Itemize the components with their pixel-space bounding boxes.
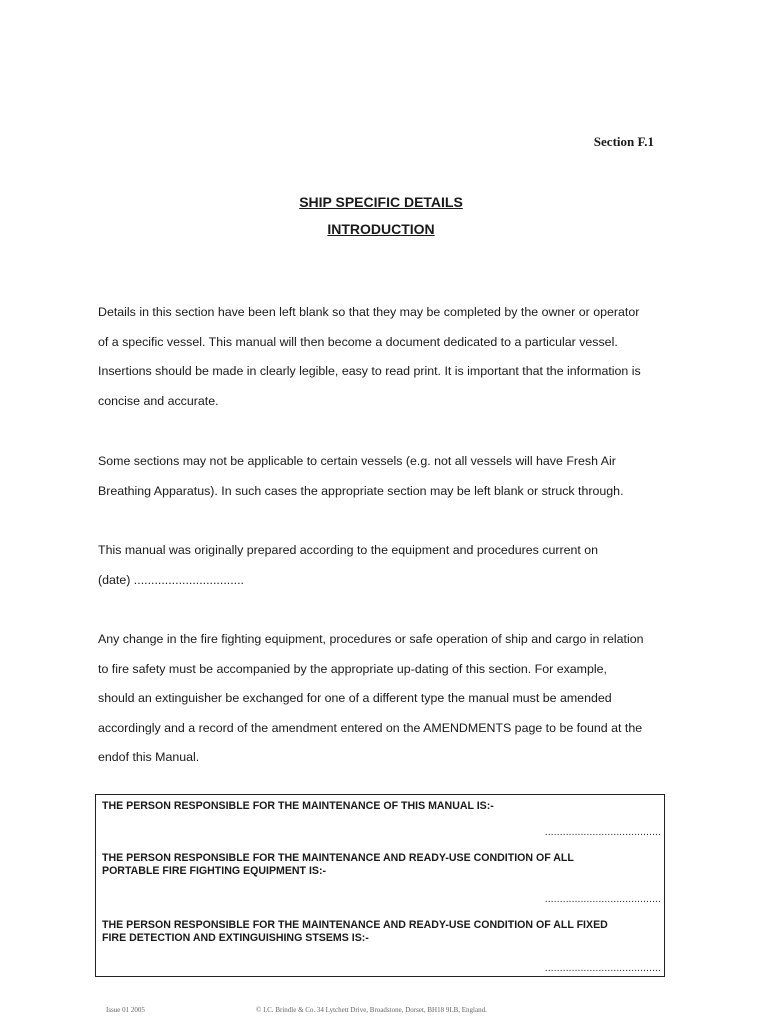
responsible-manual-field[interactable]: ....................................... (544, 827, 661, 838)
paragraph-line: Any change in the fire fighting equipment, procedures or safe operation of ship and cargo in relation (98, 632, 644, 646)
paragraph-line: accordingly and a record of the amendment entered on the AMENDMENTS page to be found at the (98, 720, 643, 735)
paragraph-line: concise and accurate. (98, 393, 219, 408)
responsible-label-line: PORTABLE FIRE FIGHTING EQUIPMENT IS:- (102, 865, 327, 877)
paragraph-line: to fire safety must be accompanied by the appropriate up-dating of this section. For example, (98, 661, 607, 676)
date-field[interactable]: (date) ................................ (98, 572, 244, 587)
responsible-label-line: THE PERSON RESPONSIBLE FOR THE MAINTENANCE AND READY-USE CONDITION OF ALL FIXED (102, 919, 608, 931)
responsible-fixed-systems-field[interactable]: ....................................... (544, 963, 661, 974)
page-title: SHIP SPECIFIC DETAILS (299, 194, 463, 210)
responsible-portable-equipment-field[interactable]: ....................................... (544, 894, 661, 905)
responsible-label-line: THE PERSON RESPONSIBLE FOR THE MAINTENANCE AND READY-USE CONDITION OF ALL (102, 852, 574, 864)
paragraph-line: endof this Manual. (98, 750, 200, 765)
responsible-manual-label (102, 800, 662, 813)
paragraph-prepared-date (98, 536, 668, 595)
responsible-label-line: THE PERSON RESPONSIBLE FOR THE MAINTENANCE OF THIS MANUAL IS:- (102, 800, 494, 812)
paragraph-line: should an extinguisher be exchanged for one of a different type the manual must be amended (98, 691, 612, 706)
responsible-label-line: FIRE DETECTION AND EXTINGUISHING STSEMS IS:- (102, 932, 369, 944)
page-subtitle: INTRODUCTION (327, 221, 435, 237)
paragraph-line: of a specific vessel. This manual will then become a document dedicated to a particular vessel. (98, 334, 618, 349)
responsible-persons-box (95, 794, 665, 977)
section-label: Section F.1 (593, 134, 654, 149)
footer-copyright: © I.C. Brindle & Co. 34 Lytchett Drive, Broadstone, Dorset, BH18 9LB, England. (256, 1006, 487, 1014)
paragraph-not-applicable (98, 447, 668, 506)
paragraph-details-blank (98, 298, 668, 416)
paragraph-line: Breathing Apparatus). In such cases the appropriate section may be left blank or struck through. (98, 483, 624, 498)
responsible-fixed-systems-label (102, 919, 662, 945)
footer-issue: Issue 01 2005 (106, 1006, 145, 1014)
responsible-portable-equipment-label (102, 852, 662, 878)
paragraph-change-updating (98, 625, 668, 773)
paragraph-line: Some sections may not be applicable to certain vessels (e.g. not all vessels will have Fresh Air (98, 454, 616, 468)
paragraph-line: This manual was originally prepared according to the equipment and procedures current on (98, 543, 599, 557)
paragraph-line: Insertions should be made in clearly legible, easy to read print. It is important that the information is (98, 364, 641, 379)
paragraph-line: Details in this section have been left blank so that they may be completed by the owner or operator (98, 305, 640, 319)
